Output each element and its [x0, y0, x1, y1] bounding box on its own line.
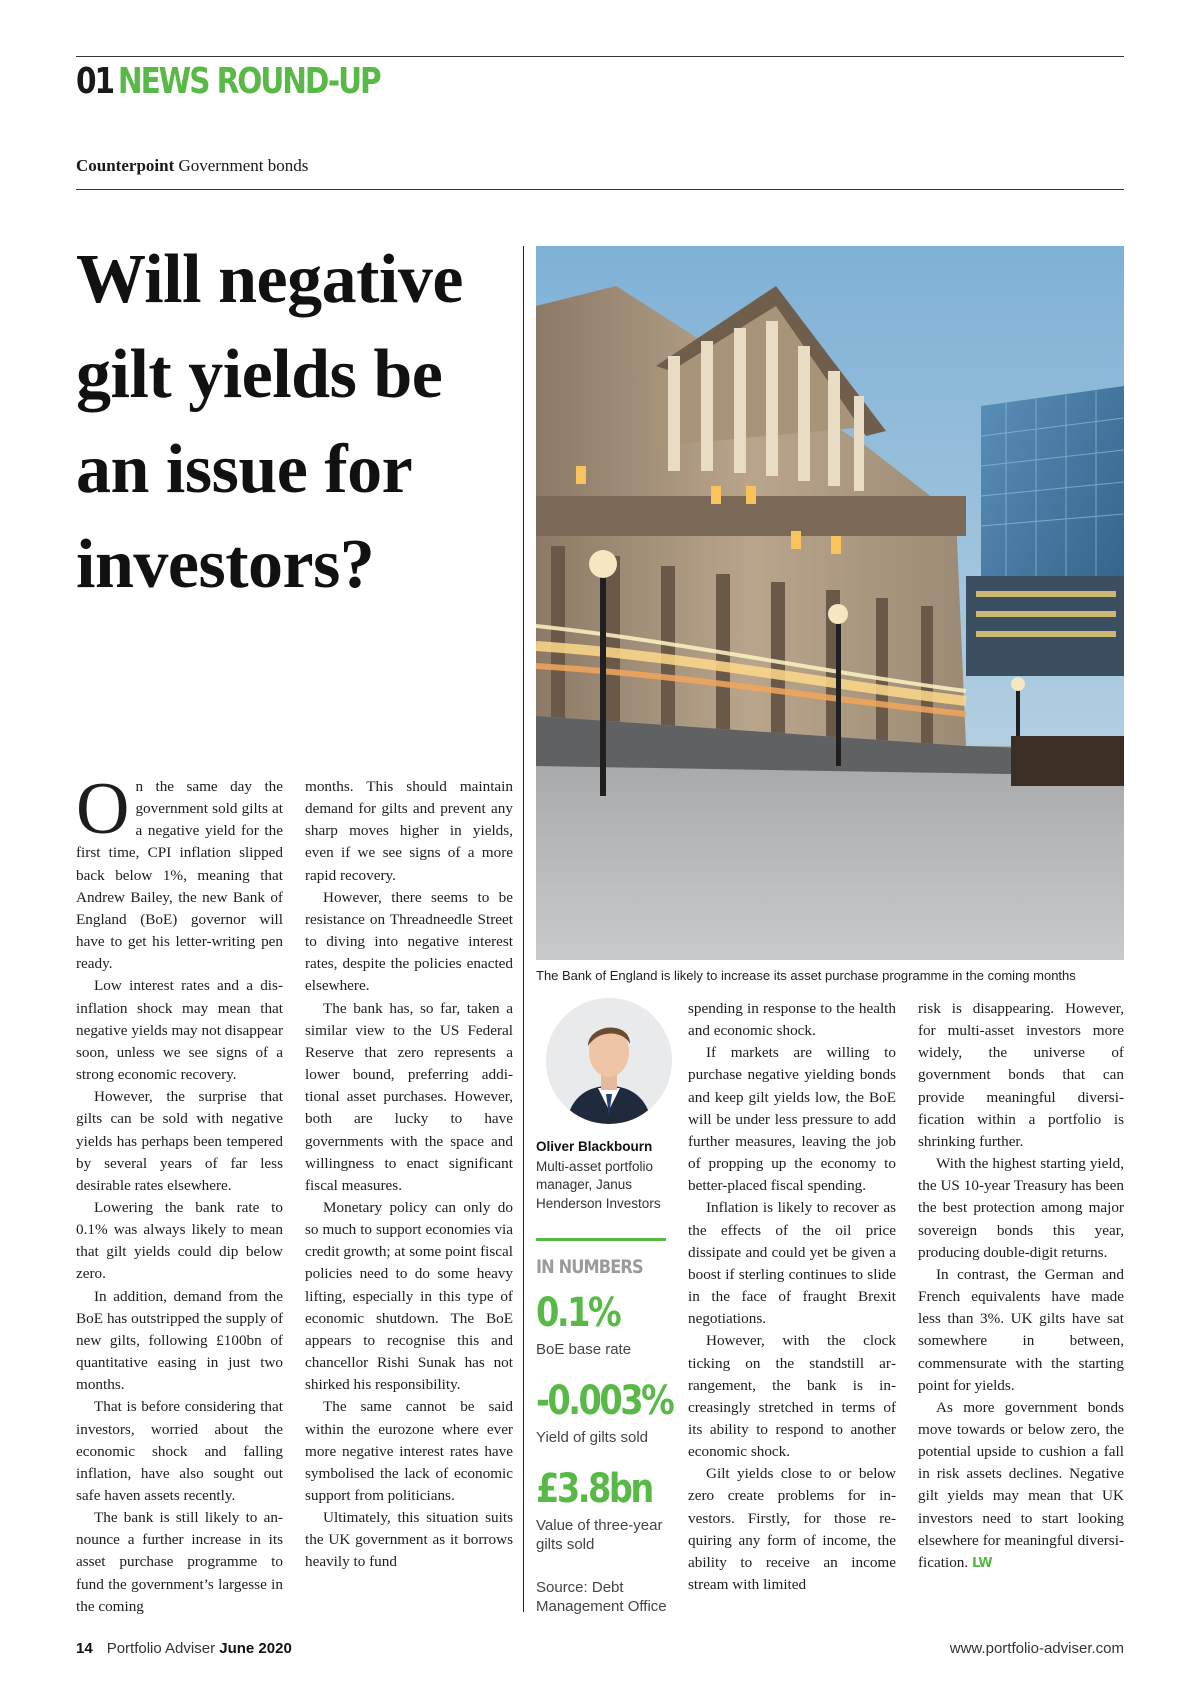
- paragraph: risk is disappearing. However, for multi-asset investors more widely, the universe of government bonds that can provide meaningful diversification within a portfolio is shrinking further.: [918, 1000, 1124, 1150]
- column-divider: [523, 246, 524, 1612]
- issue-date: June 2020: [219, 1640, 292, 1657]
- bank-of-england-photo: [536, 246, 1124, 960]
- paragraph: Low interest rates and a disinflation shock may mean that negative yields may not disappear soon, unless we see signs of a strong economic recovery.: [76, 977, 283, 1084]
- sidebar-divider: [536, 1238, 666, 1241]
- author-name: Oliver Blackbourn: [536, 1139, 653, 1154]
- paragraph: Inflation is likely to recover as the effects of the oil price dissipate and could yet be given a boost if sterling continues to slide in the face of fraught Brexit negotiations.: [688, 1199, 896, 1328]
- paragraph: Gilt yields close to or below zero create problems for investors. Firstly, for those requiring any form of income, the ability to receive an income stream with limited: [688, 1465, 896, 1594]
- kicker-text: Government bonds: [174, 156, 309, 175]
- paragraph: The bank has, so far, taken a similar view to the US Federal Reserve that zero represents a lower bound, preferring additional asset purchases. However, both are lucky to have governments with the space and willingness to enact significant fiscal measures.: [305, 999, 513, 1194]
- paragraph: spending in response to the health and economic shock.: [688, 1000, 896, 1040]
- paragraph: That is before considering that investors, worried about the economic shock and falling inflation, have also sought out safe haven assets recently.: [76, 1398, 283, 1504]
- footer-left: [76, 1640, 292, 1657]
- article-column-2: [305, 776, 513, 1574]
- kicker: [76, 156, 308, 176]
- stat-label: Value of three-year gilts sold: [536, 1517, 663, 1553]
- publication-name: Portfolio Adviser: [106, 1640, 216, 1657]
- paragraph: Ultimately, this situation suits the UK government as it borrows heavily to fund: [305, 1509, 513, 1571]
- section-number: 01: [76, 61, 113, 102]
- kicker-rule: [76, 189, 1124, 190]
- paragraph: As more government bonds move towards or below zero, the potential upside to cushion a fall in risk assets declines. Negative gilt yields may mean that UK investors need to start looking elsewhere for meaningful diversification. LW: [918, 1398, 1124, 1571]
- top-rule: [76, 56, 1124, 57]
- stat-value: 0.1%: [536, 1290, 620, 1336]
- article-column-1: [76, 768, 283, 1618]
- photo-caption: The Bank of England is likely to increase its asset purchase programme in the coming months: [536, 968, 1076, 983]
- article-column-4: [918, 998, 1124, 1575]
- paragraph: On the same day the government sold gilts at a negative yield for the first time, CPI inflation slipped back below 1%, meaning that Andrew Bailey, the new Bank of England (BoE) governor will have to get his letter-writing pen ready.: [76, 768, 283, 973]
- headline: Will negative gilt yields be an issue for investors?: [76, 241, 463, 603]
- paragraph: Lowering the bank rate to 0.1% was always likely to mean that gilt yields could dip below zero.: [76, 1198, 283, 1283]
- paragraph: However, with the clock ticking on the standstill arrangement, the bank is increasingly stretched in terms of its ability to respond to another economic shock.: [688, 1332, 896, 1461]
- article-column-3: [688, 998, 896, 1596]
- stat-label: Yield of gilts sold: [536, 1429, 649, 1446]
- paragraph: The same cannot be said within the eurozone where ever more negative interest rates have symbolised the lack of economic support from politicians.: [305, 1398, 513, 1504]
- stat-value: £3.8bn: [536, 1466, 652, 1512]
- in-numbers-heading: IN NUMBERS: [536, 1256, 643, 1278]
- paragraph: With the highest starting yield, the US 10-year Treasury has been the best protection among major sovereign bonds this year, producing double-digit returns.: [918, 1155, 1124, 1261]
- section-heading: [76, 60, 380, 104]
- stat-value: -0.003%: [536, 1378, 673, 1424]
- source-note: Source: Debt Management Office: [536, 1579, 667, 1615]
- author-title: Multi-asset portfolio manager, Janus Henderson Investors: [536, 1159, 661, 1211]
- paragraph: Monetary policy can only do so much to support economies via credit growth; at some point fiscal policies need to do some heavy lifting, especially in this type of economic shutdown. The BoE appears to recognise this and chancellor Rishi Sunak has not shirked his responsibility.: [305, 1198, 513, 1394]
- paragraph: However, the surprise that gilts can be sold with negative yields has perhaps been tempered by several years of far less desirable rates elsewhere.: [76, 1088, 283, 1194]
- section-label: NEWS ROUND-UP: [117, 61, 380, 102]
- author-signoff: LW: [971, 1555, 992, 1571]
- paragraph: However, there seems to be resistance on Threadneedle Street to diving into negative interest rates, despite the policies enacted elsewhere.: [305, 888, 513, 995]
- paragraph: If markets are willing to purchase negative yielding bonds and keep gilt yields low, the BoE will be under less pressure to add further measures, leaving the job of propping up the economy to better-placed fiscal spending.: [688, 1044, 896, 1195]
- stat-label: BoE base rate: [536, 1341, 632, 1358]
- footer-url[interactable]: www.portfolio-adviser.com: [949, 1640, 1124, 1657]
- paragraph: In addition, demand from the BoE has outstripped the supply of new gilts, following £100bn of quantitative easing in just two months.: [76, 1287, 283, 1394]
- drop-cap: O: [76, 768, 130, 850]
- paragraph: In contrast, the German and French equivalents have made less than 3%. UK gilts have sat somewhere in between, commensurate with the starting point for yields.: [918, 1265, 1124, 1394]
- paragraph: The bank is still likely to announce a further increase in its asset purchase programme to fund the government’s largesse in the coming: [76, 1509, 283, 1615]
- paragraph: months. This should maintain demand for gilts and prevent any sharp moves higher in yields, even if we see signs of a more rapid recovery.: [305, 778, 513, 884]
- author-avatar: [546, 998, 672, 1124]
- kicker-bold: Counterpoint: [76, 156, 175, 175]
- page-number: 14: [76, 1640, 93, 1657]
